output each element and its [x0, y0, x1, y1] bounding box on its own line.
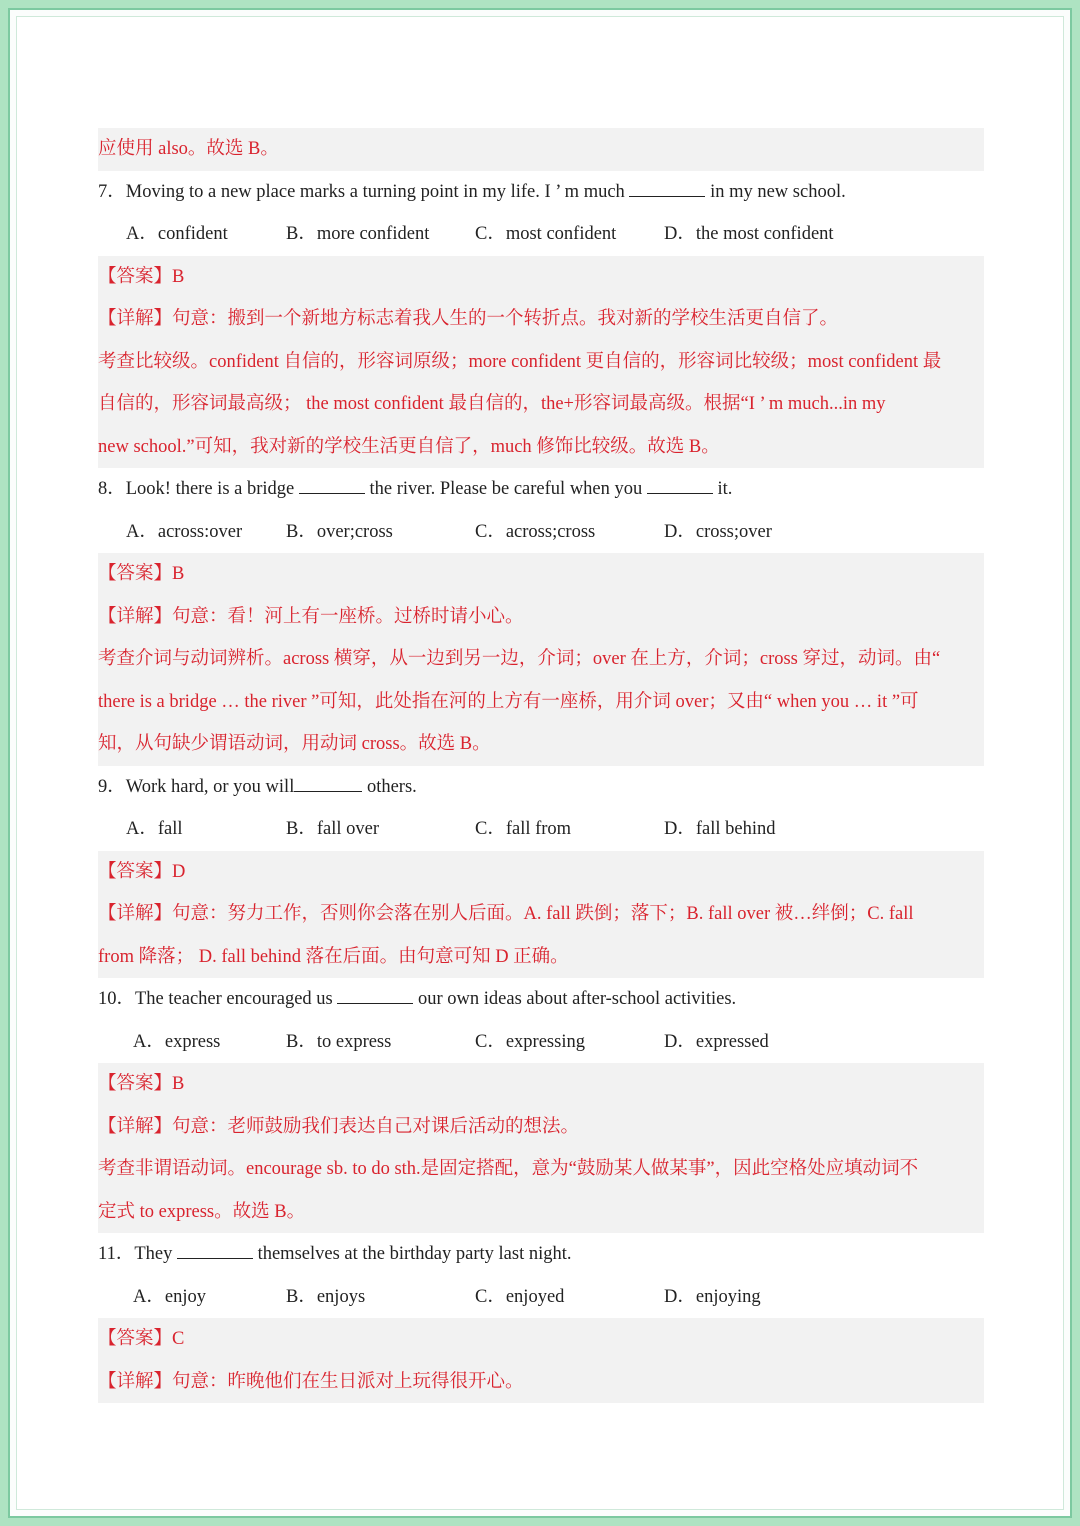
explanation-line: 【详解】句意：昨晚他们在生日派对上玩得很开心。 — [98, 1371, 524, 1392]
stem-text: themselves at the birthday party last night. — [252, 1244, 572, 1264]
explanation-line: 定式 to express。故选 B。 — [98, 1201, 306, 1222]
option-b: B．to express — [286, 1031, 392, 1052]
document-body — [98, 128, 984, 1403]
answer-line: 【答案】D — [98, 861, 186, 882]
answer-line: 【答案】C — [98, 1329, 185, 1349]
option-a: A．enjoy — [133, 1286, 206, 1307]
option-c: C．enjoyed — [475, 1286, 565, 1307]
answer-blank — [299, 475, 365, 494]
stem-text: our own ideas about after-school activities. — [413, 989, 737, 1009]
explanation-line: 【详解】句意：看！河上有一座桥。过桥时请小心。 — [98, 606, 524, 627]
answer-block — [98, 1063, 984, 1233]
stem-text: 11．They — [98, 1244, 177, 1264]
question-block — [98, 978, 984, 1233]
answer-line: 【答案】B — [98, 266, 185, 287]
option-a: A．express — [133, 1031, 221, 1052]
answer-block — [98, 1318, 984, 1403]
answer-line: 【答案】B — [98, 1074, 185, 1094]
answer-blank — [337, 985, 413, 1004]
options-row — [98, 1021, 984, 1064]
question-stem — [98, 766, 984, 809]
option-b: B．fall over — [286, 819, 379, 839]
option-b: B．over;cross — [286, 521, 393, 542]
options-row — [98, 1276, 984, 1319]
explanation-line: there is a bridge … the river ”可知，此处指在河的上方有一座桥，用介词 over；又由“ when you … it ”可 — [98, 691, 919, 712]
options-row — [98, 213, 984, 256]
explanation-line: 知，从句缺少谓语动词，用动词 cross。故选 B。 — [98, 734, 491, 754]
stem-text: 9．Work hard, or you will — [98, 776, 295, 797]
stem-text: it. — [712, 479, 733, 499]
stem-text: 7．Moving to a new place marks a turning point in my life. I ’ m much — [98, 181, 630, 202]
stem-text: the river. Please be careful when you — [364, 479, 647, 499]
stem-text: in my new school. — [705, 181, 846, 202]
explanation-line: 自信的，形容词最高级； the most confident 最自信的，the+形容词最高级。根据“I ’ m much...in my — [98, 394, 886, 414]
options-row — [98, 808, 984, 851]
option-c: C．expressing — [475, 1031, 585, 1052]
explanation-line: 考查介词与动词辨析。across 横穿，从一边到另一边，介词；over 在上方，介词；cross 穿过，动词。由“ — [98, 649, 941, 669]
prev-explanation-block — [98, 128, 984, 171]
options-row — [98, 511, 984, 554]
answer-blank — [294, 773, 362, 792]
answer-blank — [629, 178, 705, 197]
explanation-line: 考查比较级。confident 自信的，形容词原级；more confident 更自信的，形容词比较级；most confident 最 — [98, 351, 942, 372]
option-d: D．expressed — [664, 1031, 769, 1052]
answer-block — [98, 851, 984, 979]
question-block — [98, 171, 984, 469]
question-stem — [98, 468, 984, 511]
explanation-line: new school.”可知，我对新的学校生活更自信了，much 修饰比较级。故选 B。 — [98, 436, 720, 457]
explanation-line: 应使用 also。故选 B。 — [98, 139, 279, 159]
question-stem — [98, 978, 984, 1021]
answer-block — [98, 553, 984, 766]
option-c: C．fall from — [475, 819, 572, 839]
option-a: A．fall — [126, 819, 183, 839]
question-block — [98, 1233, 984, 1403]
question-stem — [98, 1233, 984, 1276]
stem-text: 10．The teacher encouraged us — [98, 989, 338, 1009]
explanation-line: from 降落； D. fall behind 落在后面。由句意可知 D 正确。 — [98, 946, 569, 967]
explanation-line: 【详解】句意：努力工作，否则你会落在别人后面。A. fall 跌倒；落下；B. fall over 被…绊倒；C. fall — [98, 904, 914, 924]
option-a: A．across:over — [126, 521, 243, 542]
explanation-line: 【详解】句意：老师鼓励我们表达自己对课后活动的想法。 — [98, 1116, 580, 1137]
question-stem — [98, 171, 984, 214]
question-block — [98, 468, 984, 766]
option-d: D．cross;over — [664, 521, 772, 542]
answer-line: 【答案】B — [98, 564, 185, 584]
answer-blank — [177, 1240, 253, 1259]
stem-text: others. — [362, 776, 417, 797]
option-b: B．enjoys — [286, 1286, 366, 1307]
stem-text: 8．Look! there is a bridge — [98, 479, 299, 499]
option-c: C．across;cross — [475, 521, 596, 542]
explanation-line: 考查非谓语动词。encourage sb. to do sth.是固定搭配，意为“鼓励某人做某事”，因此空格处应填动词不 — [98, 1159, 919, 1179]
option-c: C．most confident — [475, 224, 617, 244]
question-block — [98, 766, 984, 979]
option-d: D．enjoying — [664, 1286, 761, 1307]
answer-block — [98, 256, 984, 469]
option-a: A．confident — [126, 224, 228, 244]
option-d: D．fall behind — [664, 819, 776, 839]
explanation-line: 【详解】句意：搬到一个新地方标志着我人生的一个转折点。我对新的学校生活更自信了。 — [98, 309, 839, 329]
option-d: D．the most confident — [664, 224, 834, 244]
answer-blank — [647, 475, 713, 494]
option-b: B．more confident — [286, 224, 430, 244]
